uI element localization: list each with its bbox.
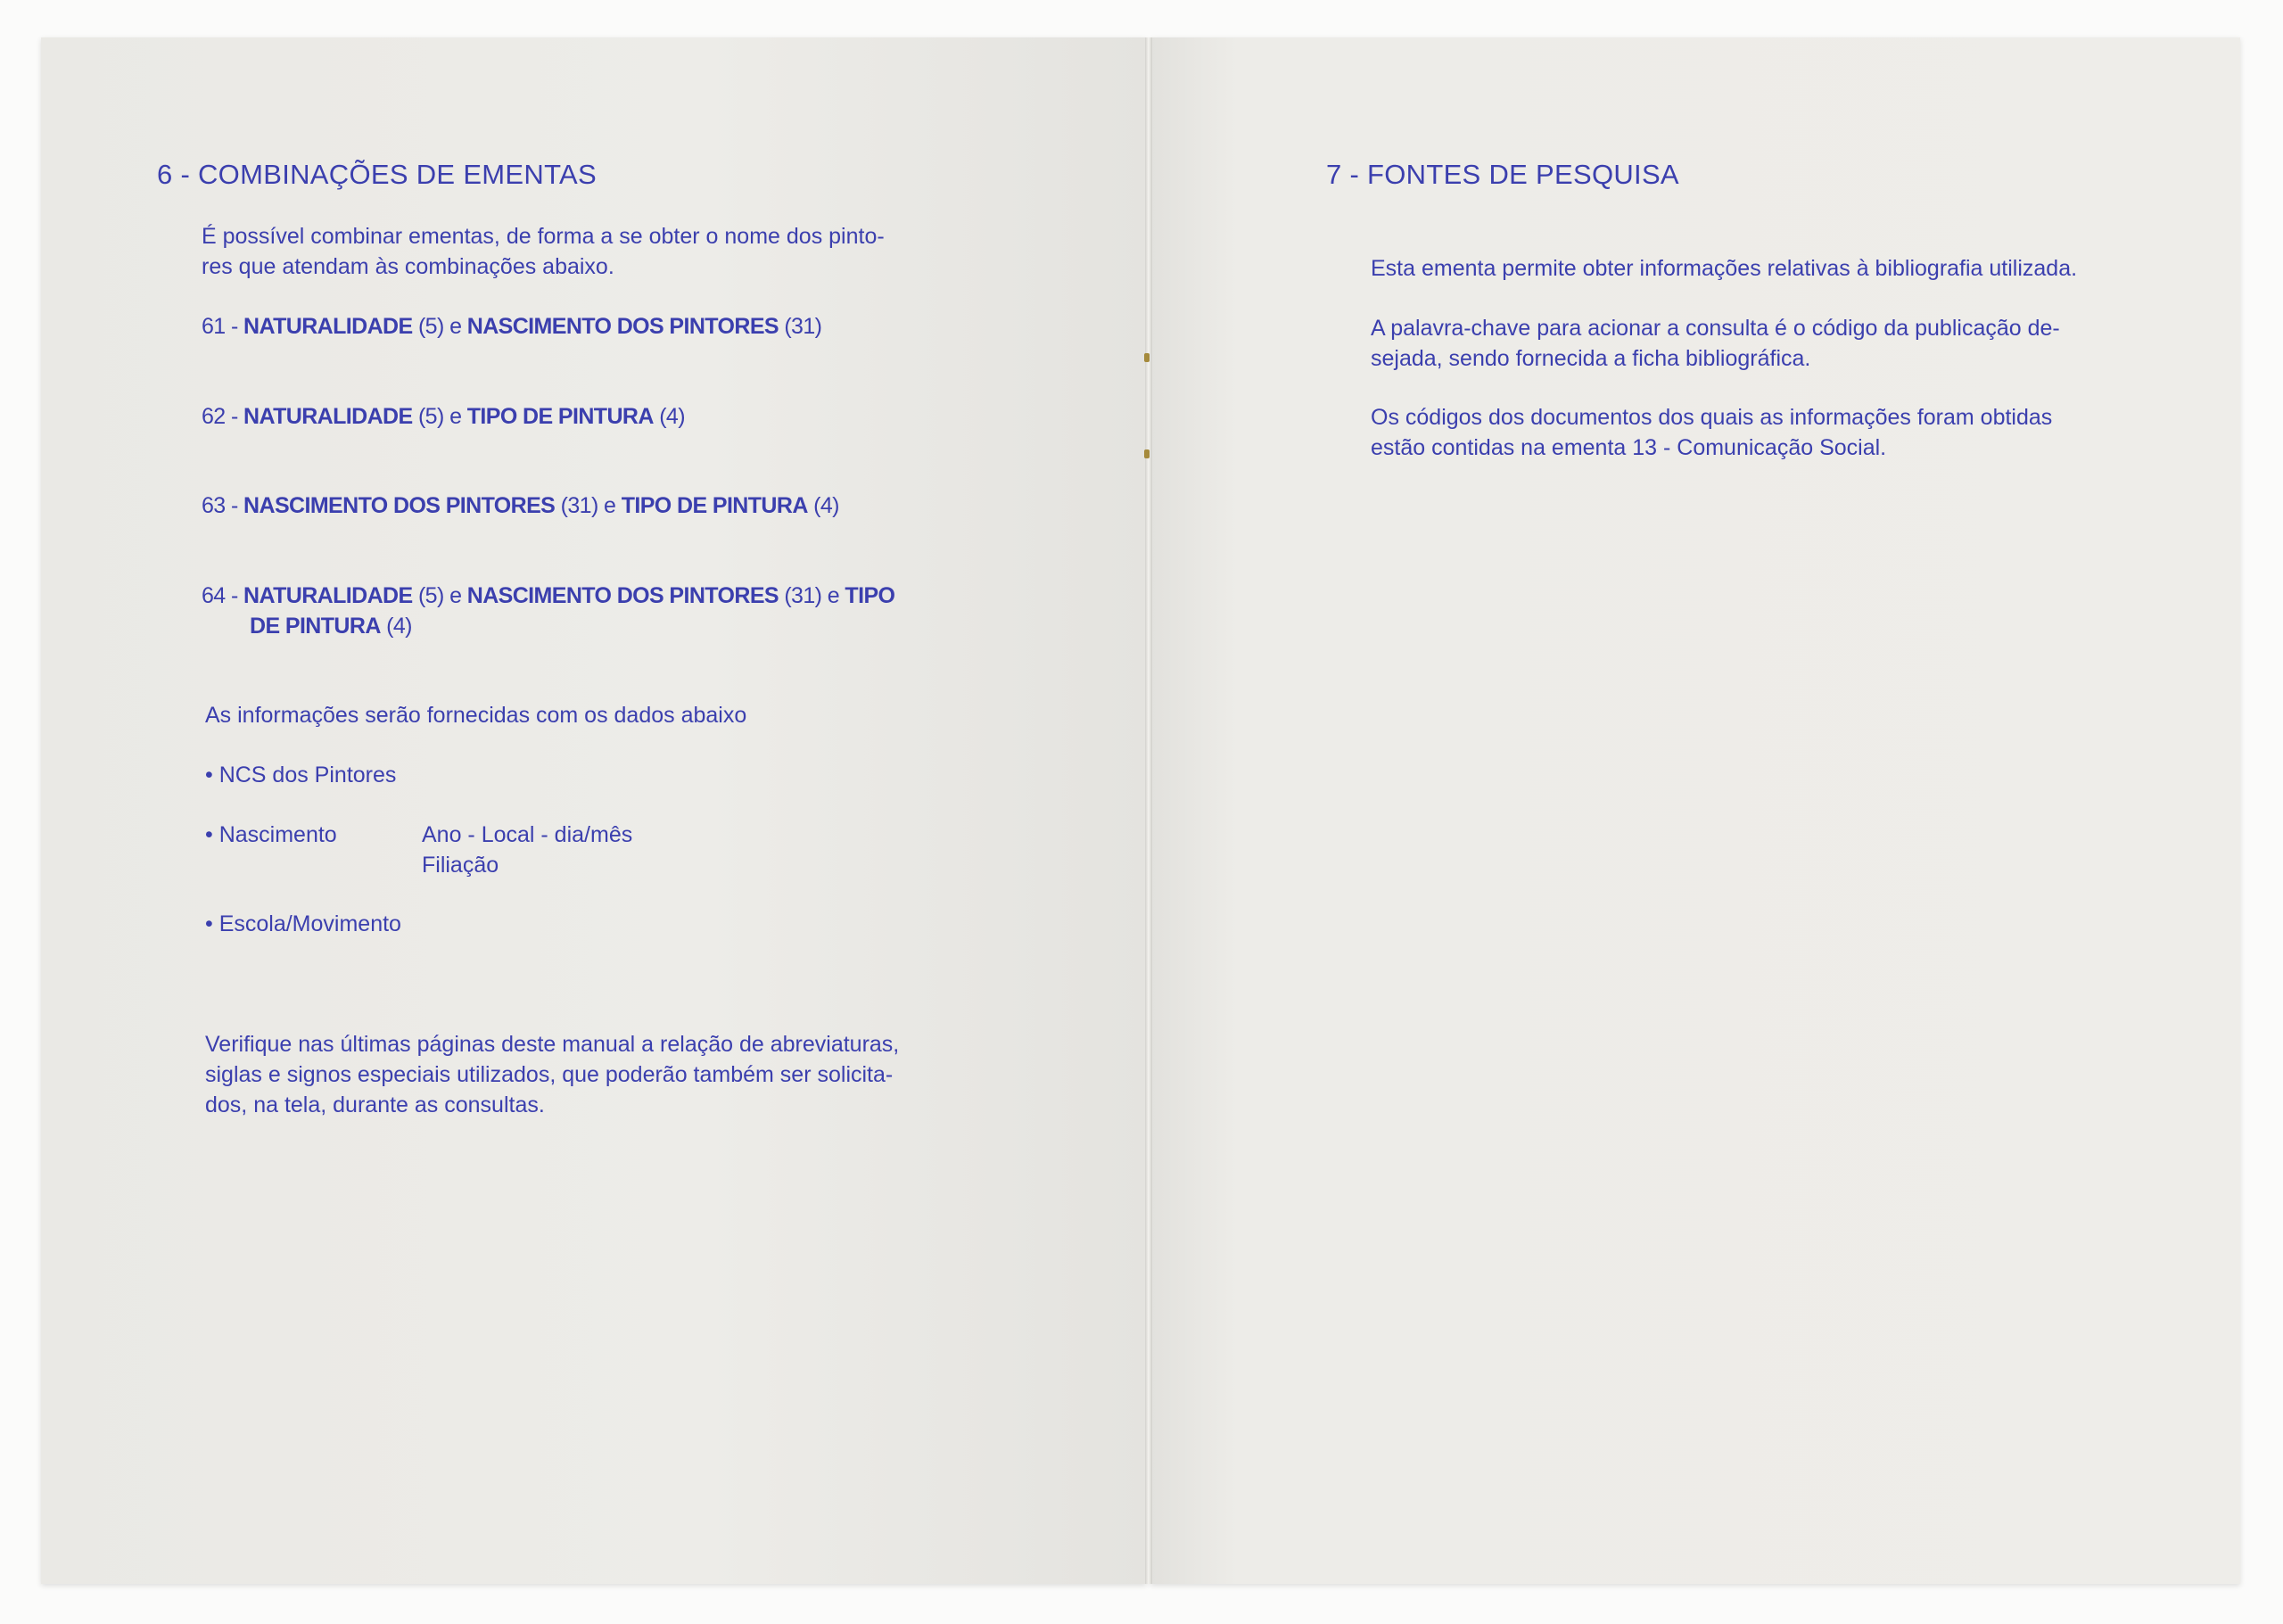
combination-join: e bbox=[827, 583, 840, 608]
note-line-3: dos, na tela, durante as consultas. bbox=[205, 1092, 545, 1117]
right-paragraph-2-line-1: A palavra-chave para acionar a consulta é o código da publicação de- bbox=[1371, 316, 2060, 341]
combination-62 bbox=[202, 401, 685, 432]
right-paragraph-3 bbox=[1371, 402, 2052, 463]
nascimento-detail-1: Ano - Local - dia/mês bbox=[422, 822, 633, 847]
combination-join: e bbox=[449, 404, 462, 429]
combination-code: (4) bbox=[813, 493, 839, 518]
book-spine bbox=[1145, 37, 1152, 1584]
right-paragraph-2 bbox=[1371, 313, 2060, 374]
intro-paragraph bbox=[202, 221, 885, 282]
intro-line-1: É possível combinar ementas, de forma a se obter o nome dos pinto- bbox=[202, 224, 885, 249]
combination-code: (31) bbox=[560, 493, 598, 518]
combination-term: NASCIMENTO DOS PINTORES bbox=[466, 583, 779, 608]
combination-number: 61 - bbox=[202, 314, 238, 339]
nascimento-details bbox=[422, 820, 632, 880]
combination-term: TIPO DE PINTURA bbox=[621, 493, 808, 518]
note-paragraph bbox=[205, 1029, 899, 1120]
combination-63 bbox=[202, 490, 839, 521]
bullet-escola: • Escola/Movimento bbox=[205, 911, 401, 936]
right-paragraph-3-line-2: estão contidas na ementa 13 - Comunicação Social. bbox=[1371, 435, 1887, 460]
combination-term: NASCIMENTO DOS PINTORES bbox=[243, 493, 556, 518]
bullet-ncs: • NCS dos Pintores bbox=[205, 763, 397, 787]
right-paragraph-1: Esta ementa permite obter informações relativas à bibliografia utilizada. bbox=[1371, 256, 2078, 281]
intro-line-2: res que atendam às combinações abaixo. bbox=[202, 254, 614, 279]
combination-join: e bbox=[449, 314, 462, 339]
combination-64 bbox=[202, 581, 894, 641]
combination-code: (5) bbox=[417, 404, 444, 429]
staple-top bbox=[1144, 353, 1150, 362]
combination-term: NATURALIDADE bbox=[243, 404, 413, 429]
combination-term: DE PINTURA bbox=[250, 614, 381, 639]
combination-join: e bbox=[449, 583, 462, 608]
section-6-number: 6 - bbox=[157, 159, 191, 190]
combination-term: NASCIMENTO DOS PINTORES bbox=[466, 314, 779, 339]
right-paragraph-2-line-2: sejada, sendo fornecida a ficha bibliográfica. bbox=[1371, 346, 1811, 371]
combination-code: (4) bbox=[659, 404, 685, 429]
combination-term: NATURALIDADE bbox=[243, 583, 413, 608]
combination-number: 63 - bbox=[202, 493, 238, 518]
combination-term: NATURALIDADE bbox=[243, 314, 413, 339]
section-6-title: COMBINAÇÕES DE EMENTAS bbox=[198, 159, 597, 190]
info-intro: As informações serão fornecidas com os dados abaixo bbox=[205, 703, 747, 728]
note-line-1: Verifique nas últimas páginas deste manual a relação de abreviaturas, bbox=[205, 1032, 900, 1057]
bullet-nascimento: • Nascimento bbox=[205, 822, 337, 847]
right-paragraph-3-line-1: Os códigos dos documentos dos quais as informações foram obtidas bbox=[1371, 405, 2053, 430]
combination-number: 62 - bbox=[202, 404, 238, 429]
section-7-title: FONTES DE PESQUISA bbox=[1367, 159, 1679, 190]
combination-code: (5) bbox=[417, 583, 444, 608]
combination-code: (31) bbox=[784, 583, 822, 608]
section-6-heading bbox=[157, 159, 597, 191]
combination-term: TIPO DE PINTURA bbox=[466, 404, 654, 429]
note-line-2: siglas e signos especiais utilizados, que poderão também ser solicita- bbox=[205, 1062, 894, 1087]
combination-64-line-1 bbox=[202, 581, 894, 611]
nascimento-detail-2: Filiação bbox=[422, 853, 499, 878]
section-7-number: 7 - bbox=[1326, 159, 1360, 190]
combination-code: (4) bbox=[386, 614, 412, 639]
section-7-heading bbox=[1326, 159, 1679, 191]
combination-join: e bbox=[604, 493, 616, 518]
combination-number: 64 - bbox=[202, 583, 238, 608]
combination-64-line-2 bbox=[202, 611, 894, 641]
combination-term: TIPO bbox=[845, 583, 895, 608]
combination-code: (5) bbox=[417, 314, 444, 339]
combination-61 bbox=[202, 311, 821, 342]
staple-bottom bbox=[1144, 449, 1150, 458]
combination-code: (31) bbox=[784, 314, 822, 339]
